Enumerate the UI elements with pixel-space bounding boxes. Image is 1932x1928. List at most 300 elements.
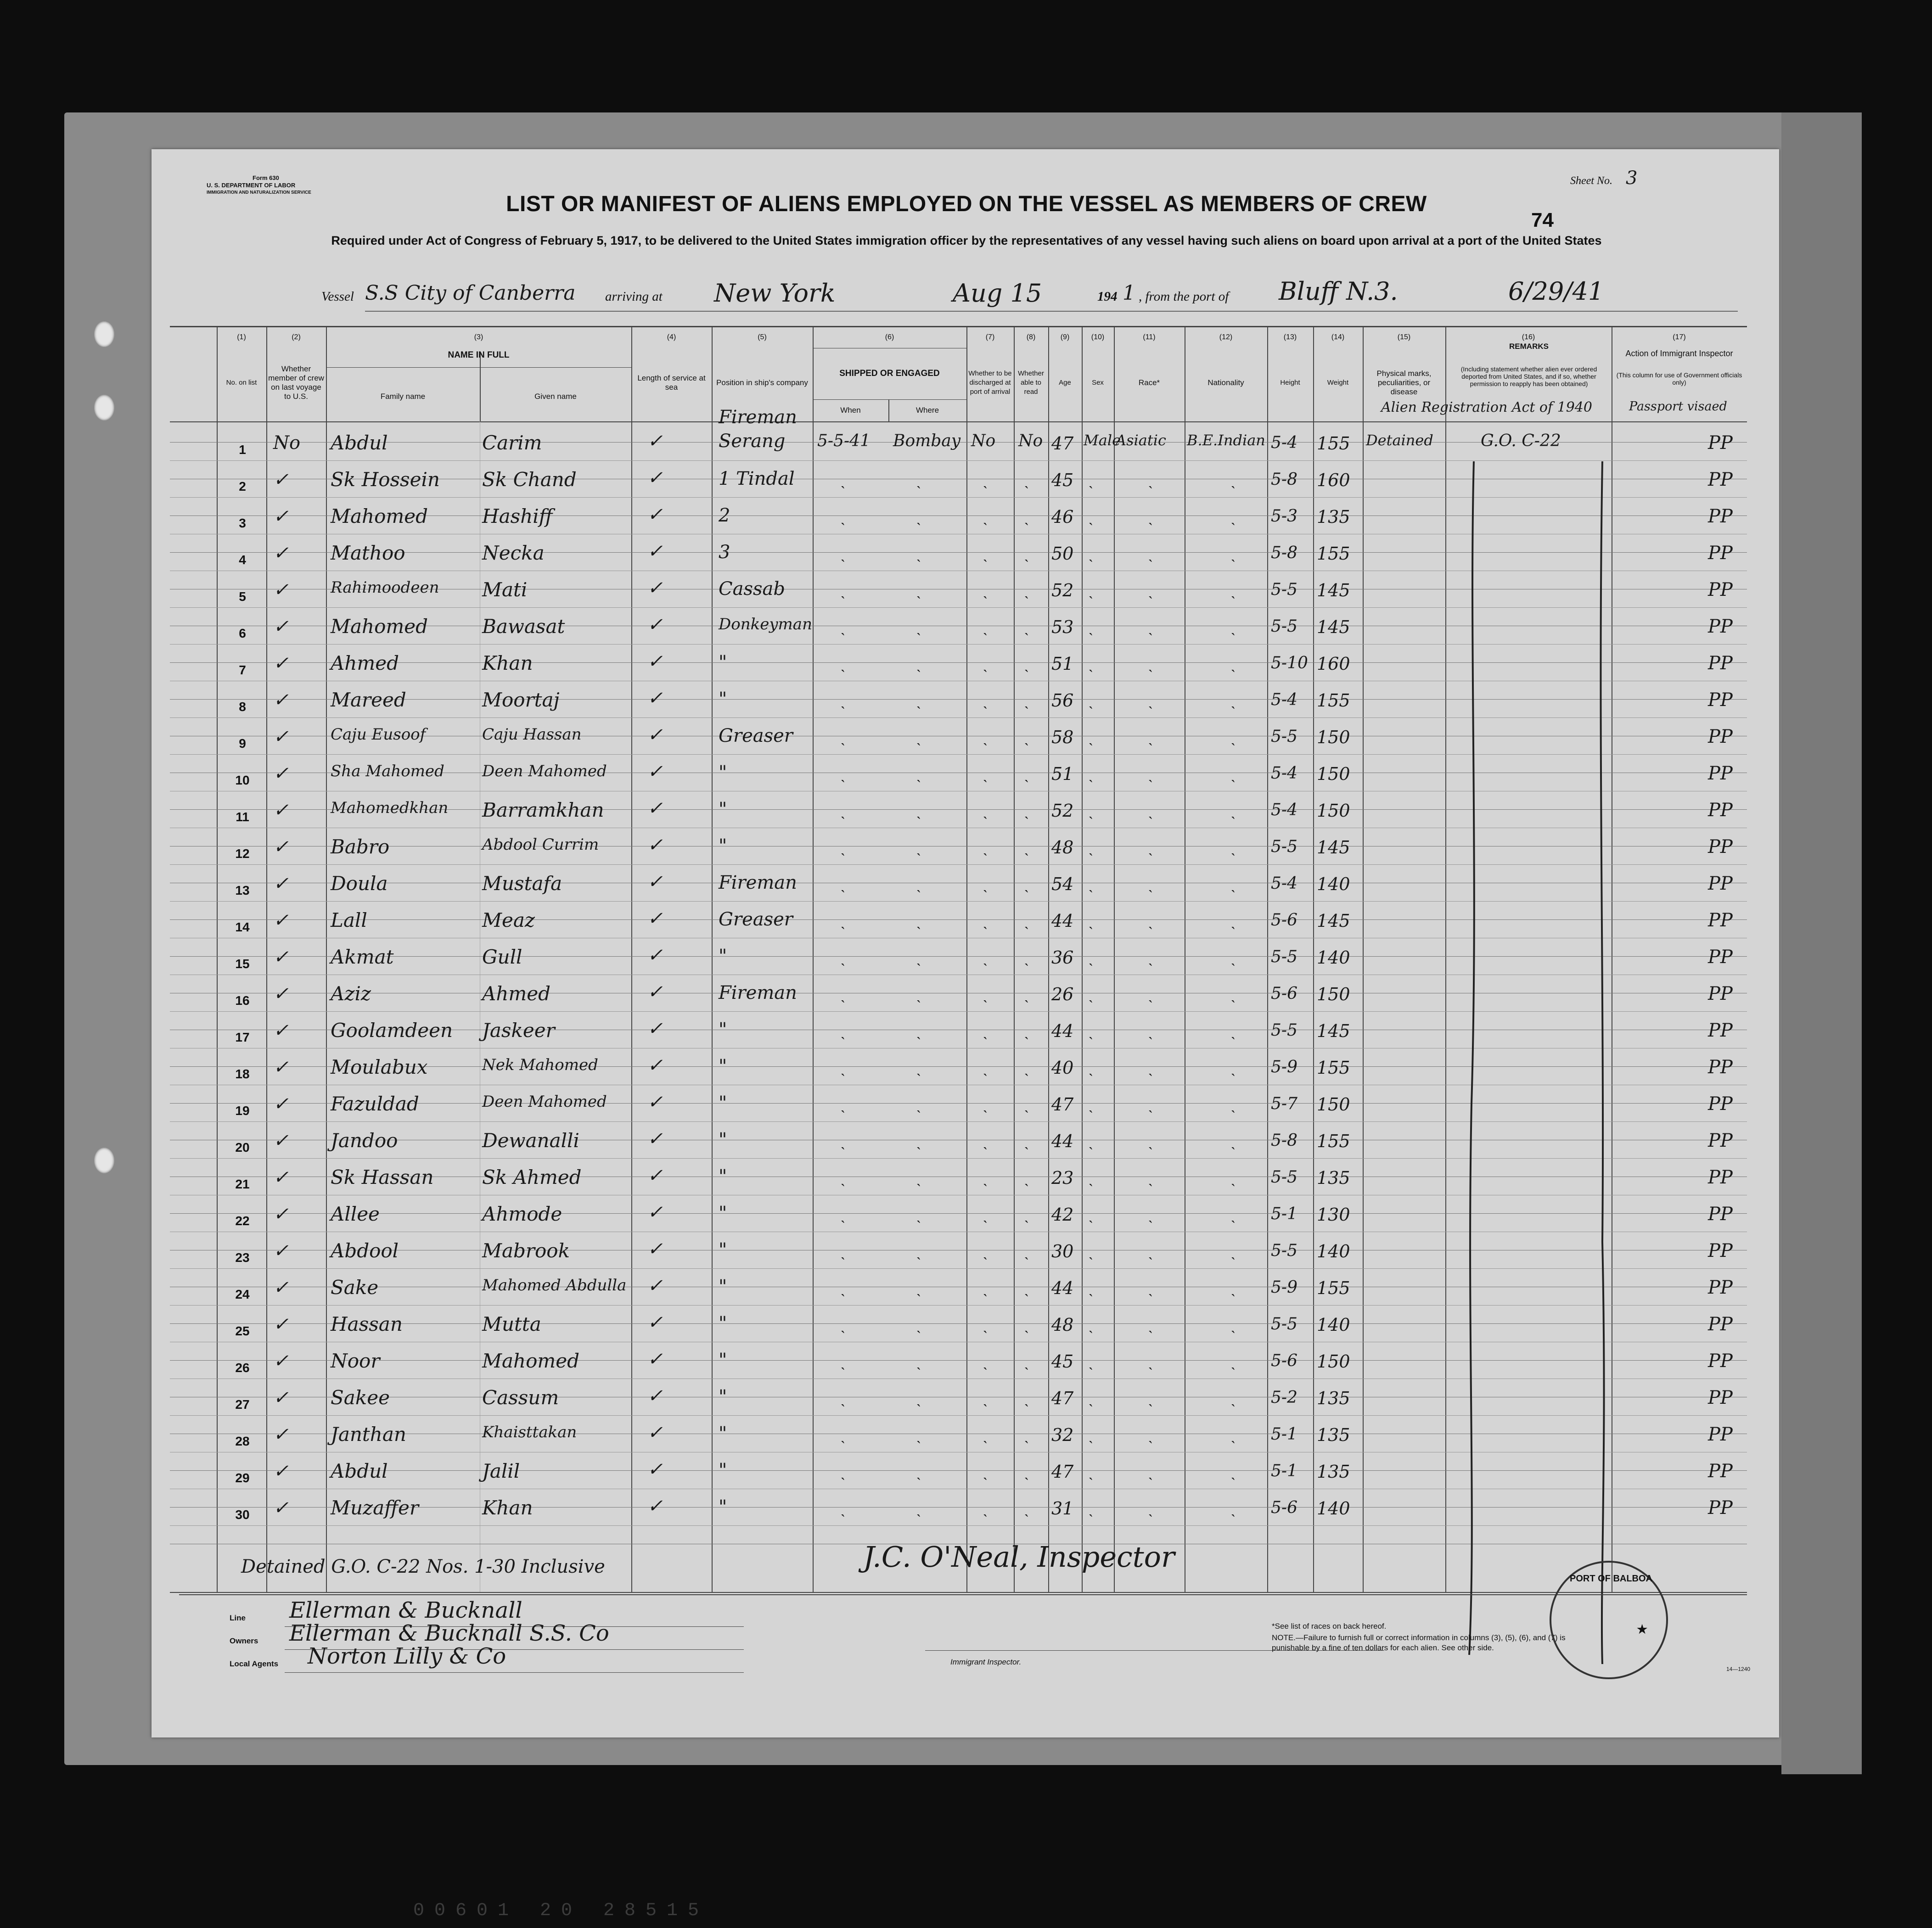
ditto-mark: ˎ <box>1088 1352 1094 1371</box>
ditto-mark: ˎ <box>1088 1279 1094 1297</box>
ditto-mark: ˎ <box>1148 912 1153 930</box>
age: 51 <box>1051 654 1074 674</box>
height: 5-1 <box>1271 1425 1297 1444</box>
arrival-date: Aug 15 <box>953 279 1042 308</box>
ditto-mark: ˎ <box>1088 691 1094 710</box>
ditto-mark: ˎ <box>916 1426 921 1444</box>
ditto-mark: ˎ <box>1148 1169 1153 1187</box>
position: Cassab <box>719 578 785 600</box>
height: 5-3 <box>1271 507 1297 526</box>
last-voyage-mark: ✓ <box>273 653 289 674</box>
service-check-mark: ✓ <box>647 1459 663 1480</box>
age: 47 <box>1051 1094 1074 1115</box>
column-header-action-note: (This column for use of Government officials only) <box>1616 371 1742 386</box>
family-name: Doula <box>331 872 388 895</box>
ditto-mark: ˎ <box>1088 728 1094 746</box>
inspector-action: PP <box>1708 506 1733 527</box>
inspector-action: PP <box>1708 1314 1733 1335</box>
row-number: 21 <box>235 1177 250 1191</box>
position: " <box>719 1313 727 1334</box>
position: Fireman <box>719 982 797 1003</box>
height: 5-8 <box>1271 544 1297 562</box>
age: 23 <box>1051 1168 1074 1188</box>
last-voyage-mark: ✓ <box>273 1424 289 1445</box>
ditto-mark: ˎ <box>1148 1242 1153 1261</box>
given-name: Cassum <box>482 1386 559 1409</box>
weight: 135 <box>1317 1462 1350 1482</box>
family-name: Babro <box>331 835 390 858</box>
ditto-mark: ˎ <box>1088 1205 1094 1224</box>
ditto-mark: ˎ <box>1148 691 1153 710</box>
ditto-mark: ˎ <box>1148 1499 1153 1518</box>
form-number: Form 630 <box>253 174 279 181</box>
position: Donkeyman <box>719 615 812 633</box>
family-name: Hassan <box>331 1313 403 1335</box>
height: 5-4 <box>1271 801 1297 819</box>
ditto-mark: ˎ <box>1148 1426 1153 1444</box>
weight: 135 <box>1317 1388 1350 1408</box>
service-check-mark: ✓ <box>647 1055 663 1076</box>
service-check-mark: ✓ <box>647 504 663 525</box>
ditto-mark: ˎ <box>1024 1059 1029 1077</box>
row-number: 30 <box>235 1508 250 1522</box>
height: 5-8 <box>1271 470 1297 489</box>
family-name: Mahomed <box>331 505 428 527</box>
ditto-mark: ˎ <box>916 875 921 893</box>
family-name: Goolamdeen <box>331 1019 453 1042</box>
given-name: Jalil <box>482 1460 520 1482</box>
service-check-mark: ✓ <box>647 1422 663 1443</box>
ditto-mark: ˎ <box>916 1279 921 1297</box>
service-name: IMMIGRATION AND NATURALIZATION SERVICE <box>207 190 311 195</box>
ditto-mark: ˎ <box>1088 508 1094 526</box>
column-number: (10) <box>1091 333 1105 341</box>
last-voyage-mark: ✓ <box>273 1204 289 1225</box>
family-name: Rahimoodeen <box>331 578 439 597</box>
height: 5-5 <box>1271 580 1297 599</box>
age: 40 <box>1051 1058 1074 1078</box>
ditto-mark: ˎ <box>916 1205 921 1224</box>
weight: 150 <box>1317 984 1350 1004</box>
inspector-action: PP <box>1708 616 1733 637</box>
ditto-mark: ˎ <box>983 1316 988 1334</box>
position: " <box>719 1129 727 1150</box>
ditto-mark: ˎ <box>1024 1389 1029 1407</box>
age: 56 <box>1051 690 1074 711</box>
given-name: Ahmed <box>482 982 550 1005</box>
weight: 135 <box>1317 507 1350 527</box>
last-voyage-mark: ✓ <box>273 506 289 527</box>
row-number: 23 <box>235 1250 250 1265</box>
column-header-discharged: Whether to be discharged at port of arrival <box>968 370 1012 396</box>
given-name: Khaisttakan <box>482 1423 577 1441</box>
ditto-mark: ˎ <box>983 1132 988 1150</box>
inspector-action: PP <box>1708 653 1733 674</box>
last-voyage-mark: ✓ <box>273 726 289 747</box>
column-number: (3) <box>474 333 483 341</box>
ditto-mark: ˎ <box>983 655 988 673</box>
arriving-port: New York <box>714 279 836 308</box>
height: 5-9 <box>1271 1058 1297 1076</box>
shipped-when: 5-5-41 <box>817 432 871 450</box>
family-name: Lall <box>331 909 367 931</box>
last-voyage-mark: ✓ <box>273 947 289 968</box>
family-name: Sakee <box>331 1386 390 1409</box>
position: " <box>719 1239 727 1261</box>
sheet-number: 3 <box>1625 168 1638 189</box>
inspector-action: PP <box>1708 579 1733 600</box>
given-name: Caju Hassan <box>482 725 582 744</box>
weight: 145 <box>1317 1021 1350 1041</box>
column-number: (5) <box>758 333 767 341</box>
inspector-action: PP <box>1708 1167 1733 1188</box>
ditto-mark: ˎ <box>1088 765 1094 783</box>
ditto-mark: ˎ <box>983 1352 988 1371</box>
inspector-action: PP <box>1708 947 1733 968</box>
ditto-mark: ˎ <box>1088 1169 1094 1187</box>
last-voyage-mark: ✓ <box>273 579 289 600</box>
ditto-mark: ˎ <box>1230 581 1236 600</box>
ditto-mark: ˎ <box>840 985 846 1003</box>
table-top-border <box>170 326 1747 327</box>
ditto-mark: ˎ <box>1024 1426 1029 1444</box>
ditto-mark: ˎ <box>1230 1352 1236 1371</box>
position: " <box>719 1166 727 1187</box>
height: 5-6 <box>1271 911 1297 930</box>
inspector-action: PP <box>1708 873 1733 894</box>
position: Greaser <box>719 725 793 746</box>
height: 5-10 <box>1271 654 1308 673</box>
weight: 155 <box>1317 544 1350 564</box>
row-number: 28 <box>235 1434 250 1448</box>
service-check-mark: ✓ <box>647 651 663 672</box>
ditto-mark: ˎ <box>1024 1132 1029 1150</box>
ditto-mark: ˎ <box>1088 544 1094 563</box>
ditto-mark: ˎ <box>1148 765 1153 783</box>
ditto-mark: ˎ <box>1148 655 1153 673</box>
given-name: Hashiff <box>482 505 553 527</box>
ditto-mark: ˎ <box>983 1059 988 1077</box>
ditto-mark: ˎ <box>1148 728 1153 746</box>
column-header-nationality: Nationality <box>1208 378 1244 387</box>
column-number: (1) <box>237 333 246 341</box>
ditto-mark: ˎ <box>1148 985 1153 1003</box>
agents-label: Local Agents <box>230 1659 279 1668</box>
column-divider <box>1082 326 1083 1593</box>
ditto-mark: ˎ <box>983 801 988 820</box>
vessel-line <box>321 277 1722 310</box>
family-name: Sk Hassan <box>331 1166 434 1188</box>
ditto-mark: ˎ <box>1230 765 1236 783</box>
owners-value: Ellerman & Bucknall S.S. Co <box>289 1620 609 1646</box>
inspector-action: PP <box>1708 1057 1733 1078</box>
age: 44 <box>1051 911 1074 931</box>
column-header-service: Length of service at sea <box>637 374 706 392</box>
inspector-action: PP <box>1708 836 1733 858</box>
family-name: Sake <box>331 1276 379 1299</box>
weight: 130 <box>1317 1205 1350 1225</box>
ditto-mark: ˎ <box>840 1169 846 1187</box>
height: 5-6 <box>1271 984 1297 1003</box>
line-label: Line <box>230 1614 246 1622</box>
column-header-given-name: Given name <box>534 392 577 401</box>
column-header-height: Height <box>1280 379 1300 387</box>
stamp-star: ★ <box>1637 1622 1648 1636</box>
row-number: 1 <box>239 443 246 457</box>
ditto-mark: ˎ <box>1148 1022 1153 1040</box>
column-header-shipped-engaged: SHIPPED OR ENGAGED <box>839 369 940 378</box>
row-number: 5 <box>239 589 246 604</box>
nationality: B.E.Indian <box>1187 432 1265 449</box>
service-check-mark: ✓ <box>647 1349 663 1370</box>
position: " <box>719 652 727 673</box>
column-header-last-voyage: Whether member of crew on last voyage to U.S. <box>268 364 324 401</box>
weight: 145 <box>1317 617 1350 637</box>
row-number: 11 <box>236 810 249 824</box>
service-check-mark: ✓ <box>647 431 663 452</box>
family-name: Moulabux <box>331 1056 428 1078</box>
column-number: (13) <box>1283 333 1297 341</box>
form-code: 14—1240 <box>1726 1666 1751 1672</box>
height: 5-8 <box>1271 1131 1297 1150</box>
ditto-mark: ˎ <box>916 728 921 746</box>
family-name: Mareed <box>331 689 406 711</box>
given-name: Deen Mahomed <box>482 762 607 780</box>
column-header-name-in-full: NAME IN FULL <box>448 350 510 360</box>
ditto-mark: ˎ <box>1230 801 1236 820</box>
ditto-mark: ˎ <box>983 1426 988 1444</box>
ditto-mark: ˎ <box>1230 1426 1236 1444</box>
given-name: Khan <box>482 1496 533 1519</box>
service-check-mark: ✓ <box>647 1239 663 1260</box>
age: 44 <box>1051 1131 1074 1151</box>
ditto-mark: ˎ <box>1024 471 1029 489</box>
age: 47 <box>1051 1462 1074 1482</box>
last-voyage-mark: ✓ <box>273 836 289 858</box>
height: 5-9 <box>1271 1278 1297 1297</box>
last-voyage-mark: ✓ <box>273 543 289 564</box>
position: Serang <box>719 431 786 452</box>
age: 44 <box>1051 1278 1074 1298</box>
ditto-mark: ˎ <box>840 581 846 600</box>
ditto-mark: ˎ <box>840 765 846 783</box>
row-number: 22 <box>235 1214 250 1228</box>
age: 45 <box>1051 470 1074 490</box>
given-name: Carim <box>482 432 542 454</box>
ditto-mark: ˎ <box>916 765 921 783</box>
column-divider <box>631 326 632 1593</box>
ditto-mark: ˎ <box>840 691 846 710</box>
ditto-mark: ˎ <box>983 1499 988 1518</box>
column-header-when: When <box>840 406 861 415</box>
ditto-mark: ˎ <box>1230 1169 1236 1187</box>
ditto-mark: ˎ <box>1088 1389 1094 1407</box>
form-id-block <box>207 174 311 196</box>
ditto-mark: ˎ <box>983 985 988 1003</box>
service-check-mark: ✓ <box>647 908 663 929</box>
shipped-where: Bombay <box>893 432 961 450</box>
ditto-mark: ˎ <box>1230 1499 1236 1518</box>
weight: 140 <box>1317 1315 1350 1335</box>
ditto-mark: ˎ <box>1148 618 1153 636</box>
vessel-underline <box>365 311 1738 312</box>
film-strip-number: 00601 20 28515 <box>413 1900 709 1921</box>
ditto-mark: ˎ <box>916 1499 921 1518</box>
weight: 145 <box>1317 580 1350 600</box>
height: 5-7 <box>1271 1094 1297 1113</box>
age: 36 <box>1051 947 1074 968</box>
ditto-mark: ˎ <box>840 1316 846 1334</box>
inspector-action: PP <box>1708 983 1733 1004</box>
ditto-mark: ˎ <box>1024 1463 1029 1481</box>
service-check-mark: ✓ <box>647 724 663 745</box>
service-check-mark: ✓ <box>647 1385 663 1407</box>
ditto-mark: ˎ <box>1088 1242 1094 1261</box>
weight: 160 <box>1317 470 1350 490</box>
last-voyage-mark: ✓ <box>273 1387 289 1408</box>
ditto-mark: ˎ <box>1148 1352 1153 1371</box>
ditto-mark: ˎ <box>1230 471 1236 489</box>
weight: 145 <box>1317 911 1350 931</box>
row-number: 4 <box>239 553 246 567</box>
agents-underline <box>285 1672 744 1673</box>
position: " <box>719 946 727 967</box>
weight: 140 <box>1317 1241 1350 1261</box>
ditto-mark: ˎ <box>840 1132 846 1150</box>
ditto-mark: ˎ <box>1088 655 1094 673</box>
given-name: Jaskeer <box>482 1019 555 1042</box>
weight: 160 <box>1317 654 1350 674</box>
column-divider <box>326 326 327 1593</box>
column-divider <box>1048 326 1049 1593</box>
family-name: Allee <box>331 1203 380 1225</box>
age: 47 <box>1051 1388 1074 1408</box>
family-name: Mahomed <box>331 615 428 638</box>
ditto-mark: ˎ <box>916 912 921 930</box>
service-check-mark: ✓ <box>647 798 663 819</box>
given-name: Sk Chand <box>482 468 577 491</box>
column-divider <box>1114 326 1115 1593</box>
ditto-mark: ˎ <box>840 1499 846 1518</box>
service-check-mark: ✓ <box>647 688 663 709</box>
ditto-mark: ˎ <box>983 1205 988 1224</box>
height: 5-6 <box>1271 1351 1297 1370</box>
ditto-mark: ˎ <box>840 1352 846 1371</box>
ditto-mark: ˎ <box>916 1059 921 1077</box>
ditto-mark: ˎ <box>1024 1352 1029 1371</box>
column-number: (9) <box>1060 333 1070 341</box>
inspector-action: PP <box>1708 800 1733 821</box>
year-written: 1 <box>1123 281 1135 305</box>
ditto-mark: ˎ <box>916 1352 921 1371</box>
weight: 150 <box>1317 801 1350 821</box>
ditto-mark: ˎ <box>840 912 846 930</box>
family-name: Abdul <box>331 1460 388 1482</box>
column-divider <box>217 326 218 1593</box>
position: Fireman <box>719 872 797 893</box>
column-divider <box>1363 326 1364 1593</box>
last-voyage-mark: ✓ <box>273 1461 289 1482</box>
last-voyage-mark: ✓ <box>273 1277 289 1298</box>
column-number: (2) <box>292 333 301 341</box>
ditto-mark: ˎ <box>1230 544 1236 563</box>
weight: 155 <box>1317 1131 1350 1151</box>
age: 42 <box>1051 1205 1074 1225</box>
family-name: Sk Hossein <box>331 468 440 491</box>
inspector-action: PP <box>1708 1020 1733 1041</box>
ditto-mark: ˎ <box>1024 1205 1029 1224</box>
column-divider <box>1014 326 1015 1593</box>
family-name: Jandoo <box>331 1129 398 1152</box>
ditto-mark: ˎ <box>916 838 921 857</box>
family-name: Janthan <box>331 1423 406 1446</box>
row-number: 15 <box>235 957 250 971</box>
column-number: (17) <box>1673 333 1686 341</box>
ditto-mark: ˎ <box>1148 1205 1153 1224</box>
service-check-mark: ✓ <box>647 1128 663 1149</box>
height: 5-5 <box>1271 617 1297 636</box>
binder-edge <box>1781 112 1862 1774</box>
ditto-mark: ˎ <box>916 508 921 526</box>
ditto-mark: ˎ <box>840 508 846 526</box>
service-check-mark: ✓ <box>647 1165 663 1186</box>
last-voyage-mark: ✓ <box>273 616 289 637</box>
weight: 150 <box>1317 764 1350 784</box>
ditto-mark: ˎ <box>1230 875 1236 893</box>
able-to-read: No <box>1018 432 1043 450</box>
age: 48 <box>1051 837 1074 858</box>
row-number: 9 <box>239 736 246 751</box>
ditto-mark: ˎ <box>1230 508 1236 526</box>
height: 5-5 <box>1271 947 1297 966</box>
age: 53 <box>1051 617 1074 637</box>
given-name: Sk Ahmed <box>482 1166 582 1188</box>
family-name: Akmat <box>331 946 394 968</box>
column-number: (12) <box>1219 333 1233 341</box>
inspector-label: Immigrant Inspector. <box>950 1658 1022 1666</box>
ditto-mark: ˎ <box>916 1022 921 1040</box>
position: Greaser <box>719 909 793 930</box>
ditto-mark: ˎ <box>840 471 846 489</box>
position: " <box>719 799 727 820</box>
column-header-remarks-note: (Including statement whether alien ever ordered deported from United States, and if so, whether permission to reapply has been obtained) <box>1460 365 1597 387</box>
ditto-mark: ˎ <box>983 1242 988 1261</box>
weight: 150 <box>1317 1351 1350 1372</box>
ditto-mark: ˎ <box>1230 1463 1236 1481</box>
given-name: Mahomed <box>482 1350 579 1372</box>
ditto-mark: ˎ <box>983 1389 988 1407</box>
row-number: 13 <box>235 883 250 897</box>
row-number: 14 <box>235 920 250 934</box>
given-name: Deen Mahomed <box>482 1093 607 1111</box>
ditto-mark: ˎ <box>1088 1316 1094 1334</box>
inspector-action: PP <box>1708 1093 1733 1115</box>
ditto-mark: ˎ <box>1148 471 1153 489</box>
ditto-mark: ˎ <box>916 1095 921 1114</box>
age: 48 <box>1051 1315 1074 1335</box>
family-name: Sha Mahomed <box>331 762 444 780</box>
given-name: Mabrook <box>482 1239 570 1262</box>
row-number: 26 <box>235 1361 250 1375</box>
ditto-mark: ˎ <box>916 618 921 636</box>
column-divider <box>1313 326 1314 1593</box>
ditto-mark: ˎ <box>1230 1316 1236 1334</box>
weight: 145 <box>1317 837 1350 858</box>
column-header-position: Position in ship's company <box>716 378 808 387</box>
ditto-mark: ˎ <box>1088 875 1094 893</box>
marks-continuation-line <box>1469 461 1474 1655</box>
ditto-mark: ˎ <box>1088 1095 1094 1114</box>
